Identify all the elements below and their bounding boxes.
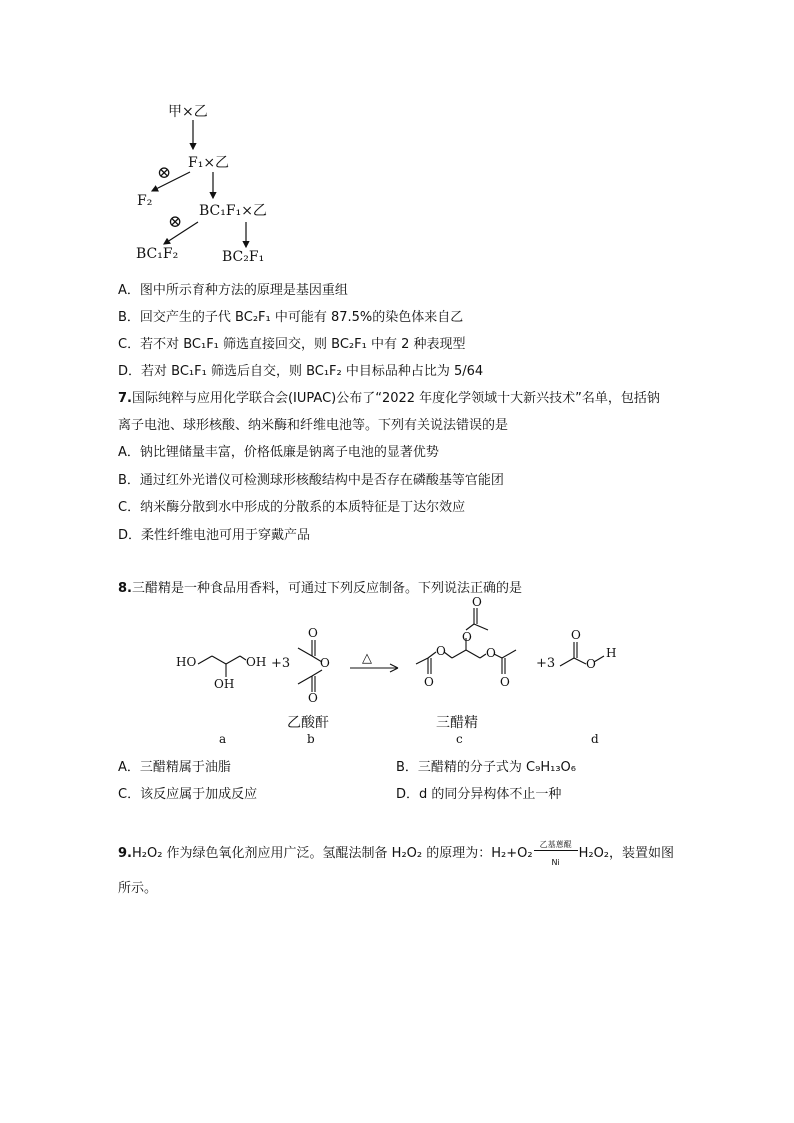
q6-option-b: B．回交产生的子代 BC₂F₁ 中可能有 87.5%的染色体来自乙 xyxy=(118,310,464,325)
q9-stem-line2: 所示。 xyxy=(118,881,158,896)
q8-option-b: B．三醋精的分子式为 C₉H₁₃O₆ xyxy=(396,760,576,775)
q6-option-a: A．图中所示育种方法的原理是基因重组 xyxy=(118,283,348,298)
q8-option-d: D．d 的同分异构体不止一种 xyxy=(396,787,562,802)
tag-c: c xyxy=(456,732,463,746)
q7-stem-line2: 离子电池、球形核酸、纳米酶和纤维电池等。下列有关说法错误的是 xyxy=(118,418,509,433)
atom-ho: HO xyxy=(176,655,197,669)
glycerol-structure xyxy=(198,656,246,677)
f2-label: F₂ xyxy=(137,193,153,209)
q6-option-d: D．若对 BC₁F₁ 筛选后自交，则 BC₁F₂ 中目标品种占比为 5/64 xyxy=(118,364,484,379)
catalyst-top: 乙基蒽醌 xyxy=(539,840,572,849)
q9-number: 9. xyxy=(118,846,132,861)
q8-number: 8. xyxy=(118,581,132,596)
catalyst-bottom: Ni xyxy=(551,858,560,867)
condition-bar xyxy=(534,850,578,851)
breeding-arrows xyxy=(0,0,794,300)
atom-o-b1: O xyxy=(308,626,318,640)
q7-stem-line1: 7.国际纯粹与应用化学联合会(IUPAC)公布了“2022 年度化学领域十大新兴技术”名单，包括钠 xyxy=(118,391,660,406)
atom-h-d: H xyxy=(606,646,617,660)
tag-b: b xyxy=(307,732,315,746)
bc1f1-cross: BC₁F₁×乙 xyxy=(199,203,267,219)
catalyst-condition xyxy=(534,840,578,867)
atom-o-c4: O xyxy=(472,595,482,609)
bc1f2-label: BC₁F₂ xyxy=(136,246,179,262)
self-cross-symbol-2: ⊗ xyxy=(168,212,183,232)
q8-stem: 8.三醋精是一种食品用香料，可通过下列反应制备。下列说法正确的是 xyxy=(118,581,522,596)
q7-number: 7. xyxy=(118,391,132,406)
atom-o-b3: O xyxy=(308,691,318,705)
q6-option-c: C．若不对 BC₁F₁ 筛选直接回交，则 BC₂F₁ 中有 2 种表现型 xyxy=(118,337,466,352)
atom-o-d2: O xyxy=(586,657,596,671)
q7-option-a: A．钠比锂储量丰富，价格低廉是钠离子电池的显著优势 xyxy=(118,445,439,460)
tag-d: d xyxy=(591,732,599,746)
atom-o-d1: O xyxy=(571,628,581,642)
q7-option-c: C．纳米酶分散到水中形成的分散系的本质特征是丁达尔效应 xyxy=(118,500,466,515)
reaction-arrow xyxy=(350,664,398,672)
atom-o-c2: O xyxy=(436,644,446,658)
self-cross-symbol-1: ⊗ xyxy=(157,163,172,183)
atom-o-c6: O xyxy=(500,675,510,689)
f1-cross: F₁×乙 xyxy=(188,155,230,171)
coef-d: +3 xyxy=(536,656,556,671)
name-acetic-anhydride: 乙酸酐 xyxy=(287,715,329,731)
name-triacetin: 三醋精 xyxy=(436,715,478,731)
q7-option-b: B．通过红外光谱仪可检测球形核酸结构中是否存在磷酸基等官能团 xyxy=(118,473,504,488)
coef-b: +3 xyxy=(271,656,291,671)
atom-o-b2: O xyxy=(320,656,330,670)
atom-oh-right: OH xyxy=(246,655,267,669)
heat-symbol: △ xyxy=(362,651,372,666)
atom-oh-bottom: OH xyxy=(214,677,235,691)
bc2f1-label: BC₂F₁ xyxy=(222,249,265,265)
q9-stem-line1: 9.H₂O₂ 作为绿色氧化剂应用广泛。氢醌法制备 H₂O₂ 的原理为：H₂+O₂ 乙基蒽醌 Ni H₂O₂，装置如图 xyxy=(118,845,674,863)
atom-o-c5: O xyxy=(486,646,496,660)
acetic-anhydride-structure xyxy=(298,640,322,692)
tag-a: a xyxy=(219,732,227,746)
acetic-acid-structure xyxy=(560,642,604,666)
reaction-structures xyxy=(0,600,794,740)
q7-option-d: D．柔性纤维电池可用于穿戴产品 xyxy=(118,528,311,543)
parents-cross: 甲×乙 xyxy=(168,104,208,120)
q8-option-c: C．该反应属于加成反应 xyxy=(118,787,258,802)
atom-o-c3: O xyxy=(462,630,472,644)
atom-o-c1: O xyxy=(424,675,434,689)
q8-option-a: A．三醋精属于油脂 xyxy=(118,760,231,775)
